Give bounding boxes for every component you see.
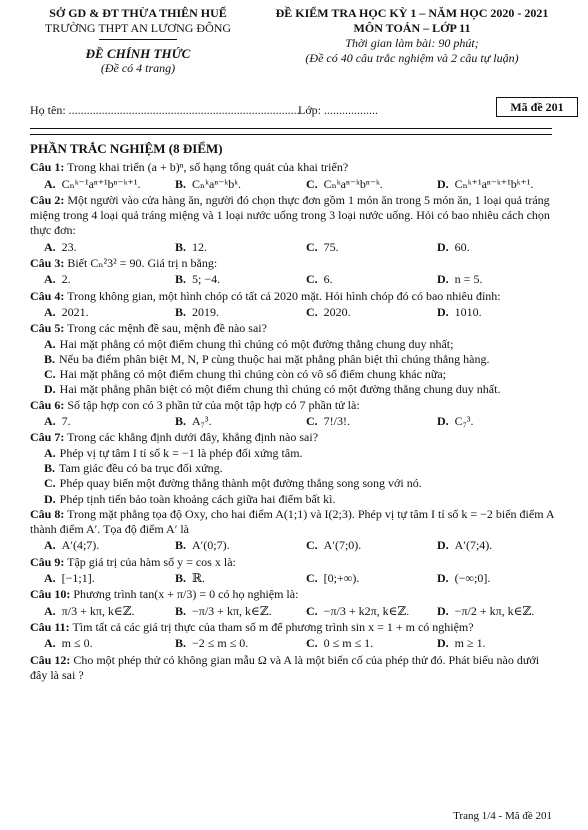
option-letter: C. [306, 239, 318, 254]
option-letter: D. [437, 176, 449, 191]
option-letter: A. [44, 603, 56, 618]
answer-option[interactable] [161, 604, 292, 619]
question-label: Câu 12: [30, 652, 71, 667]
option-text: 7. [61, 414, 71, 429]
option-letter: A. [44, 538, 56, 553]
school-block [38, 6, 238, 76]
option-text: −π/3 + kπ, k∈ℤ. [192, 603, 272, 618]
question-stem [30, 289, 554, 304]
school-name: TRƯỜNG THPT AN LƯƠNG ĐÔNG [44, 21, 232, 35]
option-letter: C. [44, 367, 56, 382]
option-text: 12. [192, 239, 208, 254]
option-text: [0;+∞). [323, 571, 360, 586]
option-text: A′(7;0). [323, 538, 362, 553]
option-text: Tam giác đều có ba trục đối xứng. [59, 460, 223, 475]
option-text: −2 ≤ m ≤ 0. [192, 636, 249, 651]
option-text: C₇³. [454, 414, 474, 429]
question-label: Câu 10: [30, 587, 71, 602]
answer-option[interactable] [30, 177, 161, 192]
question-label: Câu 3: [30, 256, 65, 271]
option-text: m ≤ 0. [61, 636, 93, 651]
answer-option[interactable] [30, 492, 554, 507]
option-letter: C. [306, 304, 318, 319]
option-text: A′(7;4). [454, 538, 493, 553]
question-list [30, 141, 554, 683]
answer-option[interactable] [423, 240, 554, 255]
exam-header [0, 6, 588, 96]
question-text: Tìm tất cả các giá trị thực của tham số m để phương trình sin x = 1 + m có nghiệm? [69, 619, 474, 634]
answer-option[interactable] [30, 476, 554, 491]
option-text: 0 ≤ m ≤ 1. [323, 636, 374, 651]
divider-rule [30, 134, 552, 135]
question-block [30, 160, 554, 192]
option-letter: A. [44, 239, 56, 254]
option-text: Cₙᵏaⁿ⁻ᵏbⁿ⁻ᵏ. [323, 176, 383, 191]
answer-option[interactable] [292, 571, 423, 586]
answer-option[interactable] [30, 538, 161, 553]
page-footer: Trang 1/4 - Mã đề 201 [453, 810, 552, 822]
answer-options [30, 305, 554, 320]
option-text: Cₙᵏ⁻¹aⁿ⁺¹bⁿ⁻ᵏ⁺¹. [61, 176, 141, 191]
answer-option[interactable] [30, 414, 161, 429]
option-letter: C. [306, 414, 318, 429]
question-label: Câu 7: [30, 430, 65, 445]
option-text: n = 5. [454, 272, 483, 287]
answer-option[interactable] [30, 305, 161, 320]
question-label: Câu 1: [30, 160, 65, 175]
question-text: Số tập hợp con có 3 phần tử của một tập hợp có 7 phần tử là: [64, 397, 360, 412]
exam-title-block [258, 6, 566, 66]
divider-rule [30, 128, 552, 129]
question-text: Cho một phép thử có không gian mẫu Ω và A là một biến cố của phép thử đó. Phát biểu nào dưới đây là sai ? [30, 652, 540, 682]
option-text: Cₙᵏaⁿ⁻ᵏbᵏ. [192, 176, 242, 191]
question-stem [30, 160, 554, 175]
questions-container [30, 160, 554, 683]
answer-option[interactable] [423, 636, 554, 651]
option-text: ℝ. [192, 571, 205, 586]
answer-option[interactable] [161, 240, 292, 255]
department-name: SỞ GD & ĐT THỪA THIÊN HUẾ [49, 6, 227, 20]
option-letter: C. [306, 538, 318, 553]
option-text: −π/2 + kπ, k∈ℤ. [454, 603, 535, 618]
section-title: PHẦN TRẮC NGHIỆM (8 ĐIỂM) [30, 141, 223, 156]
option-letter: D. [44, 382, 56, 397]
option-letter: D. [44, 491, 56, 506]
option-text: [−1;1]. [61, 571, 95, 586]
answer-option[interactable] [30, 446, 554, 461]
answer-option[interactable] [292, 177, 423, 192]
answer-option[interactable] [30, 272, 161, 287]
question-block [30, 587, 554, 619]
answer-options [30, 240, 554, 255]
structure-note: (Đề có 40 câu trắc nghiệm và 2 câu tự luận) [305, 51, 519, 65]
answer-option[interactable] [423, 571, 554, 586]
question-text: Một người vào cửa hàng ăn, người đó chọn thực đơn gồm 1 món ăn trong 5 món ăn, 1 loại quả tráng miệng trong 4 loại quả tráng miệng và 1 loại nước uống trong 3 loại nước uống. Hỏi có bao nhiêu cách chọn thực đơn: [30, 192, 550, 238]
duration-note: Thời gian làm bài: 90 phút; [345, 36, 479, 50]
option-letter: B. [175, 414, 187, 429]
option-text: (−∞;0]. [454, 571, 491, 586]
option-text: Phép vị tự tâm I tỉ số k = −1 là phép đối xứng tâm. [59, 445, 303, 460]
answer-options [30, 538, 554, 553]
option-letter: A. [44, 336, 56, 351]
question-label: Câu 8: [30, 506, 65, 521]
answer-option[interactable] [161, 272, 292, 287]
option-text: A′(0;7). [192, 538, 230, 553]
option-letter: D. [437, 304, 449, 319]
answer-option[interactable] [30, 240, 161, 255]
option-text: 7!/3!. [323, 414, 350, 429]
answer-option[interactable] [161, 636, 292, 651]
option-letter: B. [175, 538, 187, 553]
option-text: m ≥ 1. [454, 636, 486, 651]
option-letter: B. [175, 603, 187, 618]
question-block [30, 430, 554, 506]
exam-title: ĐỀ KIỂM TRA HỌC KỲ 1 – NĂM HỌC 2020 - 2021 [275, 6, 549, 20]
answer-option[interactable] [161, 414, 292, 429]
question-text: Trong mặt phẳng tọa độ Oxy, cho hai điểm A(1;1) và I(2;3). Phép vị tự tâm I tỉ số k = −2 biến điểm A thành điểm A′. Tọa độ điểm A′ là [30, 506, 554, 537]
answer-option[interactable] [423, 414, 554, 429]
question-stem [30, 620, 554, 635]
option-letter: B. [175, 636, 187, 651]
question-text: Trong các khẳng định dưới đây, khẳng định nào sai? [64, 430, 319, 445]
option-letter: A. [44, 176, 56, 191]
question-text: Tập giá trị của hàm số y = cos x là: [64, 554, 236, 569]
question-stem [30, 653, 554, 684]
question-block [30, 507, 554, 554]
answer-option[interactable] [292, 305, 423, 320]
option-text: 2020. [323, 304, 351, 319]
answer-option[interactable] [292, 414, 423, 429]
option-letter: D. [437, 571, 449, 586]
question-label: Câu 2: [30, 192, 65, 207]
option-letter: B. [175, 272, 187, 287]
class-field[interactable]: Lớp: .................. [298, 103, 379, 117]
answer-option[interactable] [161, 305, 292, 320]
answer-option[interactable] [30, 571, 161, 586]
option-text: Phép quay biến một đường thẳng thành một đường thẳng song song với nó. [59, 476, 422, 491]
question-label: Câu 5: [30, 321, 65, 336]
question-block [30, 653, 554, 684]
option-text: 2021. [61, 304, 89, 319]
option-letter: B. [44, 351, 56, 366]
answer-option[interactable] [292, 272, 423, 287]
option-text: Hai mặt phẳng phân biệt có một điểm chung thì chúng có một đường thẳng chung duy nhất. [59, 382, 501, 397]
option-text: Nếu ba điểm phân biệt M, N, P cùng thuộc hai mặt phẳng phân biệt thì chúng thẳng hàng. [59, 351, 490, 366]
official-label: ĐỀ CHÍNH THỨC [85, 46, 191, 61]
subject-title: MÔN TOÁN – LỚP 11 [353, 21, 471, 35]
option-text: 2. [61, 272, 71, 287]
answer-options [30, 272, 554, 287]
question-label: Câu 11: [30, 619, 70, 634]
answer-option[interactable] [423, 272, 554, 287]
answer-option[interactable] [292, 636, 423, 651]
answer-options [30, 571, 554, 586]
answer-options [30, 636, 554, 651]
option-text: 5; −4. [192, 272, 221, 287]
question-block [30, 620, 554, 652]
option-letter: A. [44, 571, 56, 586]
answer-option[interactable] [30, 636, 161, 651]
option-text: Hai mặt phẳng có một điểm chung thì chúng còn có vô số điểm chung khác nữa; [59, 367, 447, 382]
question-label: Câu 6: [30, 397, 65, 412]
answer-option[interactable] [30, 367, 554, 382]
student-info-row [30, 97, 564, 119]
answer-option[interactable] [30, 604, 161, 619]
option-text: π/3 + kπ, k∈ℤ. [61, 603, 135, 618]
option-letter: B. [175, 176, 187, 191]
option-text: A₇³. [192, 414, 212, 429]
question-stem [30, 430, 554, 445]
option-text: 23. [61, 239, 77, 254]
option-letter: D. [437, 603, 449, 618]
option-letter: C. [44, 476, 56, 491]
question-block [30, 289, 554, 321]
header-divider [99, 39, 177, 40]
answer-option[interactable] [423, 177, 554, 192]
question-stem [30, 398, 554, 413]
option-letter: A. [44, 272, 56, 287]
exam-code-box: Mã đề 201 [496, 97, 578, 117]
question-text: Trong không gian, một hình chóp có tất cả 2020 mặt. Hỏi hình chóp đó có bao nhiêu đỉnh: [64, 288, 501, 303]
answer-option[interactable] [292, 538, 423, 553]
question-text: Trong các mệnh đề sau, mệnh đề nào sai? [64, 321, 267, 336]
option-text: 6. [323, 272, 333, 287]
question-stem [30, 321, 554, 336]
option-letter: B. [175, 304, 187, 319]
question-stem [30, 555, 554, 570]
option-letter: C. [306, 636, 318, 651]
option-text: 2019. [192, 304, 220, 319]
question-stem [30, 507, 554, 538]
answer-option[interactable] [30, 461, 554, 476]
option-letter: C. [306, 571, 318, 586]
option-text: Hai mặt phẳng có một điểm chung thì chúng có một đường thẳng chung duy nhất; [59, 336, 454, 351]
question-stem [30, 256, 554, 271]
question-text: Biết Cₙ²3² = 90. Giá trị n bằng: [64, 256, 218, 271]
question-text: Phương trình tan(x + π/3) = 0 có họ nghiệm là: [70, 587, 299, 602]
option-text: 1010. [454, 304, 482, 319]
answer-option[interactable] [30, 352, 554, 367]
option-letter: D. [437, 538, 449, 553]
option-letter: B. [175, 571, 187, 586]
question-label: Câu 9: [30, 554, 65, 569]
question-block [30, 398, 554, 430]
option-letter: B. [175, 239, 187, 254]
option-text: 75. [323, 239, 339, 254]
answer-option[interactable] [30, 382, 554, 397]
answer-option[interactable] [161, 538, 292, 553]
answer-option[interactable] [292, 604, 423, 619]
question-label: Câu 4: [30, 288, 65, 303]
question-stem [30, 193, 554, 239]
answer-option[interactable] [423, 305, 554, 320]
answer-option[interactable] [292, 240, 423, 255]
answer-option[interactable] [423, 604, 554, 619]
answer-option[interactable] [161, 571, 292, 586]
option-letter: C. [306, 272, 318, 287]
question-text: Trong khai triển (a + b)ⁿ, số hạng tổng quát của khai triển? [64, 160, 349, 175]
option-letter: D. [437, 272, 449, 287]
option-letter: A. [44, 304, 56, 319]
question-block [30, 193, 554, 255]
option-letter: A. [44, 636, 56, 651]
answer-options [30, 414, 554, 429]
question-block [30, 555, 554, 587]
answer-options [30, 177, 554, 192]
answer-options [30, 604, 554, 619]
option-text: A′(4;7). [61, 538, 100, 553]
question-block [30, 321, 554, 397]
option-letter: C. [306, 176, 318, 191]
option-letter: C. [306, 603, 318, 618]
option-text: Cₙᵏ⁺¹aⁿ⁻ᵏ⁺¹bᵏ⁺¹. [454, 176, 534, 191]
page-count-note: (Đề có 4 trang) [100, 61, 176, 75]
answer-option[interactable] [161, 177, 292, 192]
option-letter: D. [437, 636, 449, 651]
option-letter: D. [437, 239, 449, 254]
answer-option[interactable] [30, 337, 554, 352]
option-letter: A. [44, 445, 56, 460]
answer-option[interactable] [423, 538, 554, 553]
question-block [30, 256, 554, 288]
student-name-field[interactable]: Họ tên: ............................................................................. [30, 103, 300, 117]
option-text: 60. [454, 239, 470, 254]
option-letter: A. [44, 414, 56, 429]
option-letter: D. [437, 414, 449, 429]
option-letter: B. [44, 460, 56, 475]
option-text: Phép tịnh tiến bảo toàn khoảng cách giữa hai điểm bất kì. [59, 491, 336, 506]
question-stem [30, 587, 554, 602]
option-text: −π/3 + k2π, k∈ℤ. [323, 603, 410, 618]
